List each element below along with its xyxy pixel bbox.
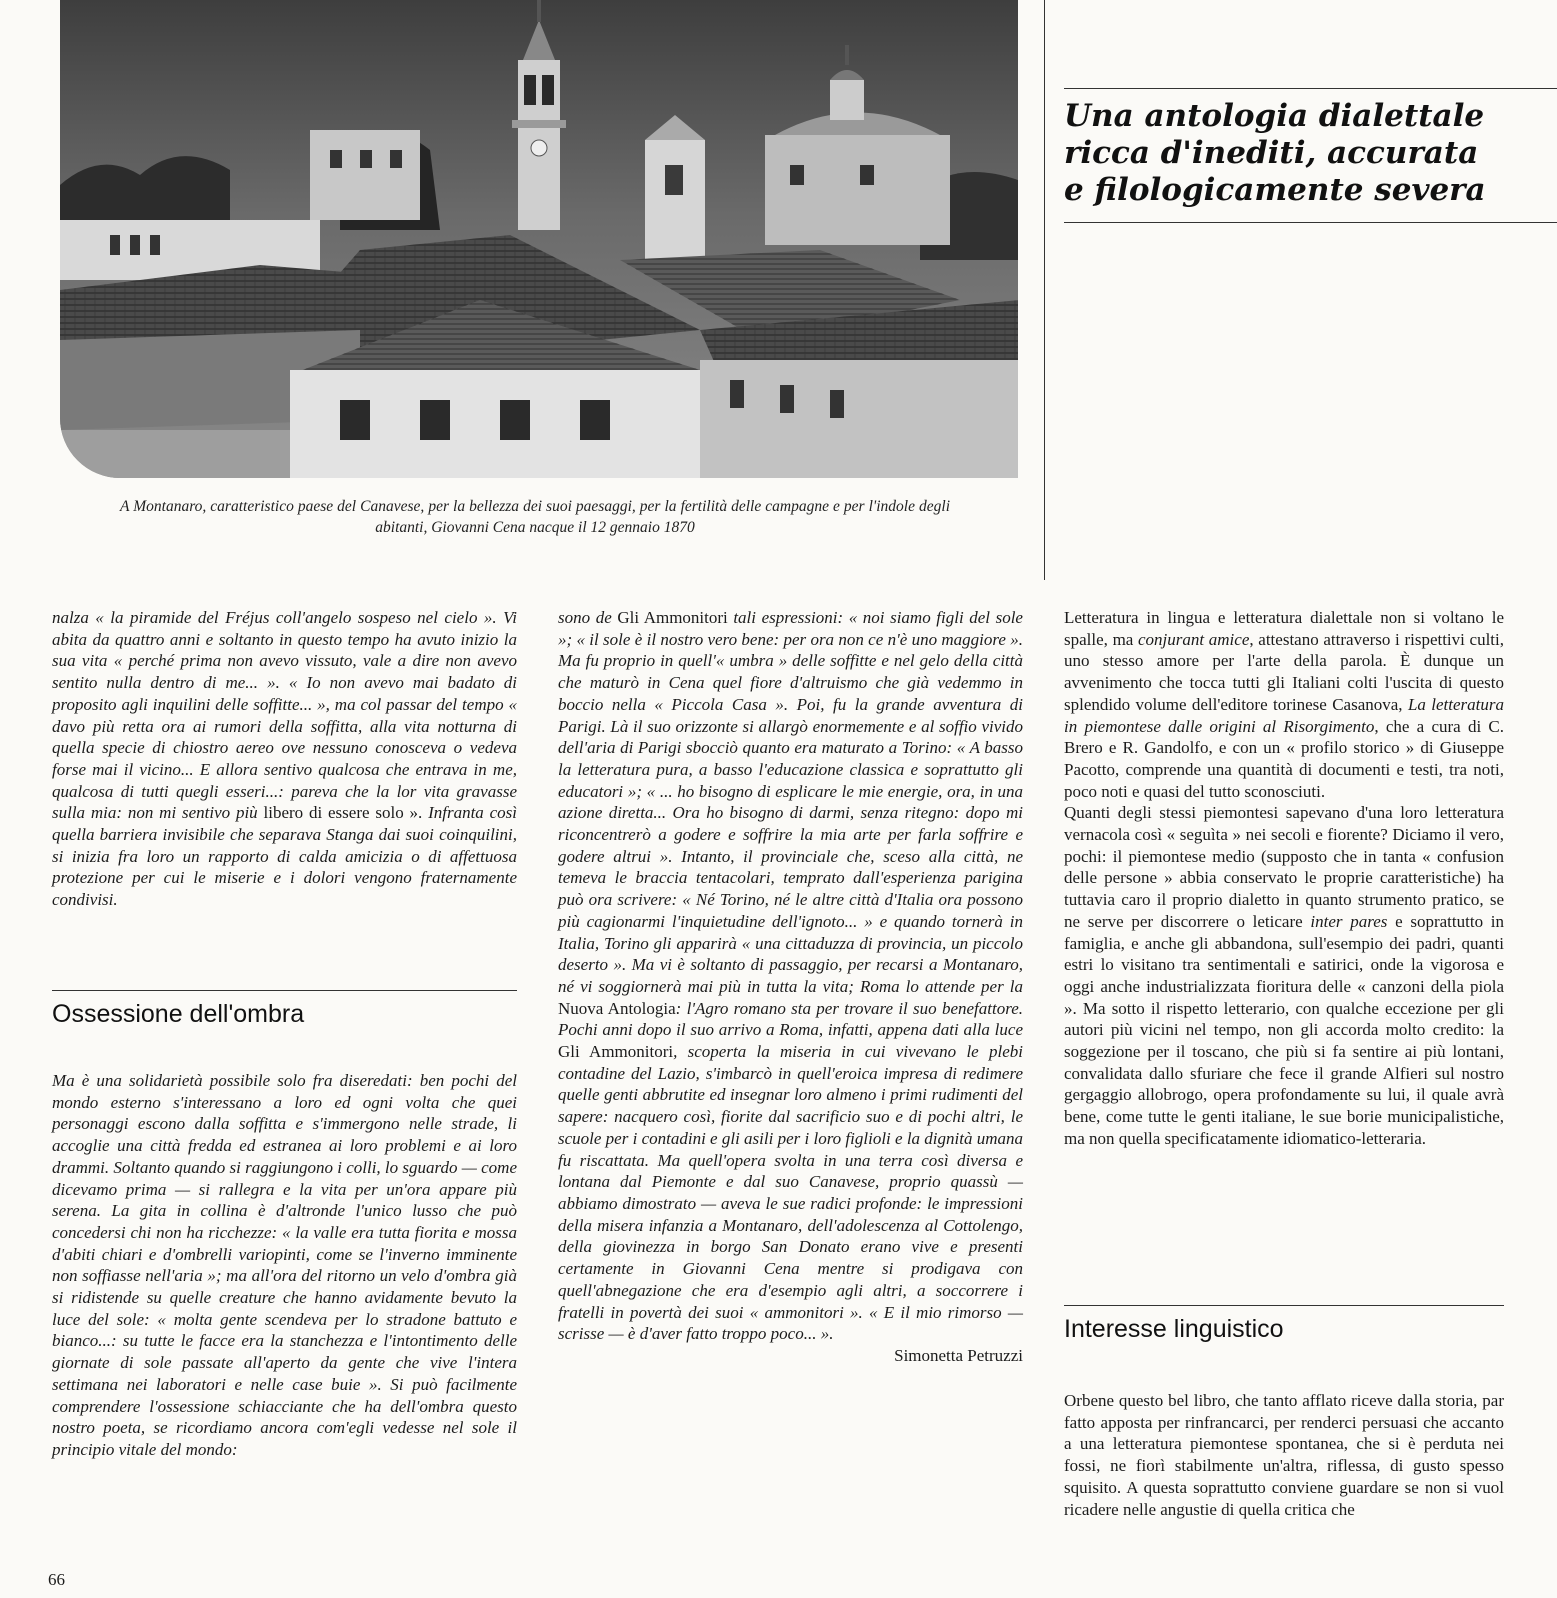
col2-text-a1: sono de (558, 608, 618, 627)
col2-text-a7: , scoperta la miseria in cui vivevano le plebi contadine del Lazio, s'imbarcò in quell'eroica impresa di redimere quelle genti abbrutite ed insegnar loro almeno i primi rudimenti del sapere: nacquero così, fiorite dal sacrificio suo e di pochi altri, le scuole per i contadini e gli asili per i loro figlioli e la dignità umana fu riscattata. Ma quell'opera svolta in una terra così diversa e lontana dal Piemonte e dal suo Canavese, proprio quassù — abbiamo dimostrato — aveva le sue radici profonde: le impressioni della misera infanzia a Montanaro, dell'adolescenza al Cottolengo, della giovinezza in borgo San Donato erano vive e presenti certamente in Giovanni Cena mentre si prodigava con quell'abnegazione che era d'esempio agli altri, a soccorrere i fratelli in povertà dei suoi « ammonitori ». « E il mio rimorso — scrisse — è d'aver fatto troppo poco... ». (558, 1042, 1023, 1344)
headline-line-1: Una antologia dialettale (1064, 98, 1485, 134)
photo-montanaro (60, 0, 1018, 478)
col2-title-ammonitori-2: Gli Ammonitori (558, 1042, 674, 1062)
section-title-ombra: Ossessione dell'ombra (52, 1000, 305, 1028)
col2-title-ammonitori: Gli Ammonitori (617, 608, 728, 627)
col3-p1c: , attestano attraverso i rispettivi culti, uno stesso amore per l'arte della parola. È dunque un avvenimento che tocca tutti gli Italiani colti l'uscita di questo splendido volume dell'editore torinese Casanova, (1064, 629, 1505, 714)
col3-paragraph-3: Orbene questo bel libro, che tanto afflato riceve dalla storia, par fatto apposta per rinfrancarci, per renderci persuasi che accanto a una letteratura piemontese spontanea, che si è perduta nei fossi, ne fiorì stabilmente un'altra, riflessa, di gusto spesso squisito. A questa soprattutto conviene guardare se non si vuol ricadere nelle angustie di quella critica che (1064, 1391, 1504, 1519)
col2-title-antologia: Nuova Antologia (558, 998, 676, 1018)
col3-p2c: e soprattutto in famiglia, e anche gli abbandona, sull'esempio dei padri, quanti estri lo visitano tra sentimentali e satirici, onde la vigorosa e oggi anche industrializzata fioritura delle « canzoni della piola ». Ma sotto il rispetto letterario, con qualche eccezione per gli autori più vicini nel tempo, non gli accorda molto credito: la soggezione per il toscano, che più si fa sentire ai più lontani, convalidata dallo sfuriare che fece il grande Alfieri sul nostro gergaggio allobrogo, opera profondamente su lui, il quale avrà bene, come tutte le genti italiane, le sue borie municipalistiche, ma non quella specificatamente idiomatico-letteraria. (1064, 911, 1505, 1148)
column-3-lower (1064, 1390, 1504, 1520)
author-signature: Simonetta Petruzzi (894, 1345, 1023, 1365)
photo-caption: A Montanaro, caratteristico paese del Canavese, per la bellezza dei suoi paesaggi, per la fertilità delle campagne e per l'indole degli abitanti, Giovanni Cena nacque il 12 gennaio 1870 (120, 498, 950, 536)
col1-paragraph-1b: libero di essere solo ». (257, 803, 429, 823)
col2-text-a5: : l'Agro romano sta per trovare il suo benefattore. Pochi anni dopo il suo arrivo a Roma, infatti, appena dati alla luce (558, 998, 1023, 1040)
col1-paragraph-1c: Infranta così quella barriera invisibile che separava Stanga dai suoi coinquilini, si inizia fra loro un rapporto di calda amicizia o di affettuosa protezione per cui le miserie e i dolori vengono fraternamente condivisi. (52, 803, 518, 910)
column-2 (558, 607, 1023, 1367)
col1-paragraph-2: Ma è una solidarietà possibile solo fra diseredati: ben pochi del mondo esterno s'interessano a loro ed ogni volta che quei personaggi escono dalla soffitta e s'immergono nelle strade, li accoglie una città fredda ed estranea ai loro problemi e ai loro drammi. Soltanto quando si raggiungono i colli, lo sguardo — come dicevamo prima — si rallegra e la vita per un'ora appare più serena. La gita in collina è d'altronde l'unico lusso che può concedersi chi non ha ricchezze: « la valle era tutta fiorita e mossa d'abiti chiari e d'ombrelli variopinti, come se l'inverno imminente non soffiasse nell'aria »; ma all'ora del ritorno un velo d'ombra già si ridistende su quelle creature che hanno avidamente bevuto la luce del sole: « molta gente scendeva per lo stradone battuto e bianco...: su tutte le facce era la stanchezza e l'intontimento delle giornate di sole passate all'aperto da gente che vive l'intera settimana nei laboratori e nelle case buie ». Si può facilmente comprendere l'ossessione schiacciante che ha dell'ombra questo nostro poeta, se ricordiamo ancora com'egli vedesse nel sole il principio vitale del mondo: (52, 1071, 517, 1459)
col1-paragraph-1: nalza « la piramide del Fréjus coll'angelo sospeso nel cielo ». Vi abita da quattro anni e soltanto in questo tempo ha avuto inizio la sua vita « perché prima non avevo vissuto, vale a dire non avevo sentito nulla dentro di me... ». « Io non avevo mai badato di proposito agli inquilini delle soffitte... », ma col passar del tempo « davo più retta ora ai rumori della soffitta, alla vita notturna di quella specie di chiostro aereo ove nessuno conosceva o vedeva forse mai il vicino... E allora sentivo qualcosa che entrava in me, qualcosa di tutti quegli esseri...: pareva che la lor vita gravasse sulla mia: non mi sentivo più (52, 608, 517, 823)
column-1-lower (52, 1070, 517, 1461)
page-number: 66 (48, 1570, 65, 1589)
column-divider (1044, 0, 1045, 580)
col3-p1a: Letteratura in lingua e letteratura dialettale non si voltano le spalle, ma (1064, 608, 1504, 649)
section-rule-1 (52, 990, 517, 991)
column-1 (52, 607, 517, 911)
section-title-linguistico: Interesse linguistico (1064, 1315, 1284, 1343)
col3-p1d: La letteratura in piemontese dalle origini al Risorgimento (1064, 694, 1504, 736)
article-headline (1064, 98, 1534, 209)
col3-p1e: , che a cura di C. Brero e R. Gandolfo, e con un « profilo storico » di Giuseppe Pacotto, comprende una quantità di documenti e testi, tra noti, poco noti e quasi del tutto sconosciuti. (1064, 716, 1504, 801)
headline-line-2: ricca d'inediti, accurata (1064, 135, 1479, 171)
col2-text-a3: tali espressioni: « noi siamo figli del sole »; « il sole è il nostro vero bene: per ora non ce n'è uno maggiore ». Ma fu proprio in quell'« umbra » delle soffitte e nel gelo della città che maturò in Cena quel fiore d'altruismo che già vedemmo in boccio nella « Piccola Casa ». Poi, fu la grande avventura di Parigi. Là il suo orizzonte si allargò enormemente e al soffio vivido dell'aria di Parigi sbocciò quanto era maturato a Torino: « A basso la letteratura pura, a basso l'educazione classica e soprattutto gli educatori »; « ... ho bisogno di esplicare le mie energie, ora, in una azione diretta... Ora ho bisogno di darmi, senza ritegno: dopo mi riconcentrerò a godere e soffrire la mia arte per farla soffrire e godere altrui ». Intanto, il provinciale che, sceso alla città, ne temeva le braccia tentacolari, temprato dall'esperienza parigina può ora scrivere: « Né Torino, né le altre città d'Italia ora possono più cagionarmi l'inquietudine dell'ignoto... » e quando tornerà in Italia, Torino gli apparirà « una cittaduzza di provincia, un piccolo deserto ». Ma vi è soltanto di passaggio, per recarsi a Montanaro, né vi soggiornerà mai più in tutta la vita; Roma lo attende per la (558, 608, 1023, 996)
col3-p2a: Quanti degli stessi piemontesi sapevano d'una loro letteratura vernacola così « seguìta » nei secoli e fiorente? Diciamo il vero, pochi: il piemontese medio (supposto che in tanta « confusion delle persone » abbia conservato le proprie caratteristiche) ha tuttavia caro il proprio dialetto in quanto strumento pratico, se ne serve per discorrere o leticare (1064, 803, 1504, 931)
column-3 (1064, 607, 1504, 1150)
section-rule-2 (1064, 1305, 1504, 1306)
headline-line-3: e filologicamente severa (1064, 172, 1486, 208)
col3-p1b: conjurant amice (1138, 629, 1250, 649)
col3-p2b: inter pares (1310, 911, 1388, 931)
